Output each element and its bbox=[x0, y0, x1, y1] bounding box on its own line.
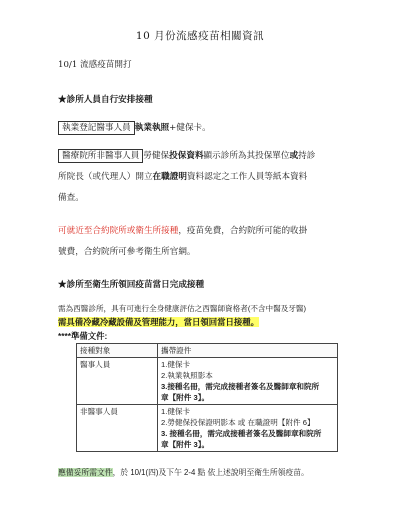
table-row bbox=[77, 358, 338, 405]
section2-heading bbox=[58, 280, 362, 291]
red-line1 bbox=[58, 226, 362, 237]
line3-a: 所院長（或代理人）開立 bbox=[58, 172, 153, 182]
section1-line1 bbox=[58, 123, 362, 134]
note1: 需為西醫診所，具有可進行全身健康評估之西醫師資格者(不含中醫及牙醫) bbox=[58, 304, 307, 313]
red-line2: 號費，合約院所可參考衛生所官網。 bbox=[58, 247, 196, 257]
line1-rest: +健保卡。 bbox=[169, 123, 211, 133]
row-item: 3. 接種名冊，需完成接種者簽名及醫師章和院所 bbox=[161, 429, 322, 438]
section2-heading-text: ★診所至衛生所領回疫苗當日完成接種 bbox=[58, 280, 205, 290]
non-medical-staff-box: 醫療院所非醫事人員 bbox=[58, 149, 143, 163]
line2-b: 投保資料 bbox=[169, 151, 204, 161]
date-line: 10/1 流感疫苗開打 bbox=[58, 60, 132, 70]
section1-line3 bbox=[58, 172, 362, 183]
page-title: 10 月份流感疫苗相關資訊 bbox=[135, 30, 265, 42]
note2-highlight: 需具備冷藏冷藏設備及管理能力，當日領回當日接種。 bbox=[58, 317, 259, 327]
section1-heading bbox=[58, 95, 362, 106]
row-item: 章【附件 3】。 bbox=[161, 393, 210, 402]
bottom-rest: ，於 10/1(四)及下午 2-4 點 依上述說明至衛生所領疫苗。 bbox=[112, 468, 309, 477]
row-target: 非醫事人員 bbox=[77, 405, 158, 452]
row-items bbox=[158, 405, 338, 452]
note2 bbox=[58, 317, 362, 328]
line2-a: 勞健保 bbox=[143, 151, 170, 161]
row-item: 2.執業執照影本 bbox=[161, 371, 213, 380]
bottom-note bbox=[58, 467, 309, 478]
line3-b: 在職證明 bbox=[152, 172, 187, 182]
documents-table bbox=[76, 343, 338, 452]
row-target: 醫事人員 bbox=[77, 358, 158, 405]
license-text: 執業執照 bbox=[134, 123, 170, 133]
bottom-highlight: 應備妥所需文件 bbox=[58, 468, 113, 477]
section1-line2 bbox=[58, 151, 362, 162]
docs-label: ****準備文件: bbox=[58, 331, 108, 341]
line2-e: 持診 bbox=[298, 151, 316, 161]
table-header-target: 接種對象 bbox=[77, 344, 158, 358]
table-header-docs: 攜帶證件 bbox=[158, 344, 338, 358]
row-item: 3.接種名冊，需完成接種者簽名及醫師章和院所 bbox=[161, 382, 320, 391]
line3-c: 資料認定之工作人員等紙本資料 bbox=[186, 172, 308, 182]
red-line1-a: 可就近至合約院所或衛生所接種 bbox=[58, 226, 179, 236]
red-line1-b: ，疫苗免費，合約院所可能的收掛 bbox=[178, 226, 308, 236]
section1-line4: 備查。 bbox=[58, 193, 84, 203]
row-items bbox=[158, 358, 338, 405]
row-item: 2.勞健保投保證明影本 或 在職證明【附件 6】 bbox=[161, 418, 315, 427]
row-item: 1.健保卡 bbox=[161, 407, 191, 416]
table-row bbox=[77, 405, 338, 452]
table-header-row bbox=[77, 344, 338, 358]
medical-staff-box: 執業登記醫事人員 bbox=[58, 121, 135, 135]
row-item: 章【附件 3】。 bbox=[161, 440, 210, 449]
row-item: 1.健保卡 bbox=[161, 360, 191, 369]
section1-heading-text: ★診所人員自行安排接種 bbox=[58, 95, 153, 105]
line2-c: 顯示診所為其投保單位 bbox=[203, 151, 290, 161]
line2-d: 或 bbox=[289, 151, 299, 161]
